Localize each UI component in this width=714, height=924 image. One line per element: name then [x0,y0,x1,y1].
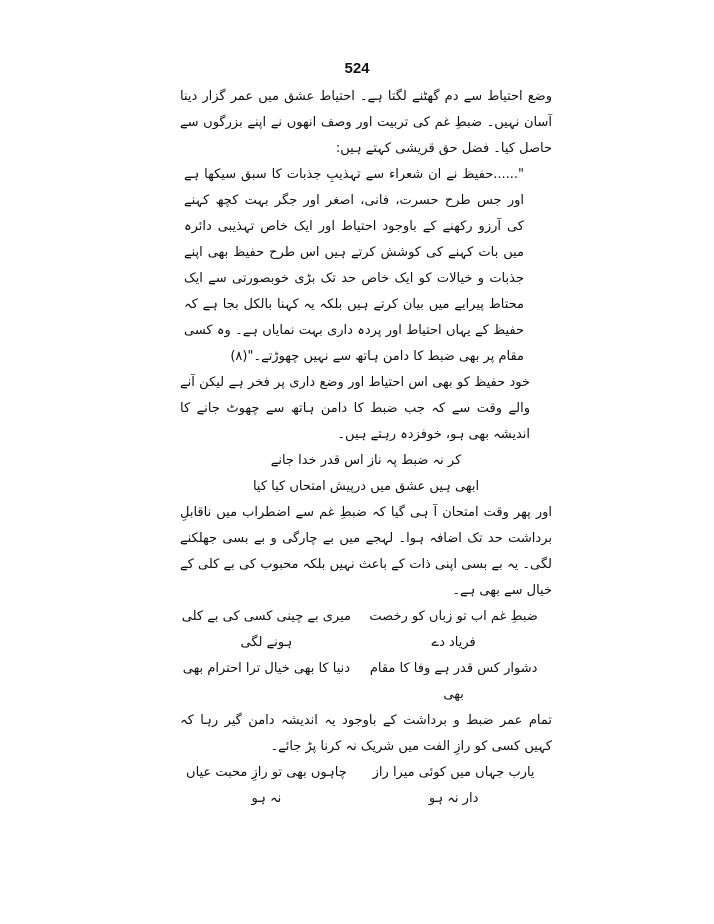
verse-hemistich: ضبطِ غم اب تو زباں کو رخصت فریاد دے [369,609,538,650]
couplet [180,656,552,708]
paragraph: تمام عمر ضبط و برداشت کے باوجود یہ اندیشہ دامن گیر رہا کہ کہیں کسی کو رازِ الفت میں شریک نہ کرنا پڑ جائے۔ [180,713,552,754]
verse-hemistich: یارب جہاں میں کوئی میرا راز دار نہ ہو [372,765,535,806]
paragraph: اور پھر وقت امتحان آ ہی گیا کہ ضبطِ غم سے اضطراب میں ناقابلِ برداشت حد تک اضافہ ہوا۔ لہجے میں بے چارگی و بے بسی جھلکنے لگی۔ یہ بے بسی اپنی ذات کے باعث نہیں بلکہ محبوب کی بے کلی کے خیال سے بھی ہے۔ [180,505,552,598]
verse-hemistich: میری بے چینی کسی کی بے کلی ہونے لگی [181,609,351,650]
paragraph: خود حفیظ کو بھی اس احتیاط اور وضع داری پر فخر ہے لیکن آنے والے وقت سے کہ جب ضبط کا دامن ہاتھ سے چھوٹ جانے کا اندیشہ بھی ہو، خوفزدہ رہتے ہیں۔ [180,375,530,442]
page-number: 524 [344,60,370,77]
block-quote: "......حفیظ نے ان شعراء سے تہذیبِ جذبات کا سبق سیکھا ہے اور جس طرح حسرت، فانی، اصغر اور جگر بہت کچھ کہنے کی آرزو رکھنے کے باوجود احتیاط اور ایک خاص تہذیبی دائرہ میں بات کہنے کی کوشش کرتے ہیں اس طرح حفیظ بھی اپنے جذبات و خیالات کو ایک خاص حد تک بڑی خوبصورتی سے ایک محتاط پیرایے میں بیان کرتے ہیں بلکہ یہ کہنا بالکل بجا ہے کہ حفیظ کے یہاں احتیاط اور پردہ داری بہت نمایاں ہے۔ وہ کسی مقام پر بھی ضبط کا دامن ہاتھ سے نہیں چھوڑتے۔"(۸) [184,167,524,364]
verse-line: ابھی ہیں عشق میں درپیش امتحاں کیا کیا [252,479,480,494]
verse-hemistich: دنیا کا بھی خیال ترا احترام بھی [182,661,351,676]
paragraph-intro: وضع احتیاط سے دم گھٹنے لگتا ہے۔ احتیاط عشق میں عمر گزار دینا آسان نہیں۔ ضبطِ غم کی تربیت اور وصف انھوں نے اپنے بزرگوں سے حاصل کیا۔ فضل حق قریشی کہتے ہیں: [180,89,552,156]
verse-hemistich: چاہوں بھی تو رازِ محبت عیاں نہ ہو [186,765,347,806]
couplet [180,604,552,656]
verse-line: کر نہ ضبط پہ ناز اس قدر خدا جانے [270,453,462,468]
body-text [180,84,552,812]
verse-hemistich: دشوار کس قدر ہے وفا کا مقام بھی [369,661,538,702]
couplet [180,760,552,812]
